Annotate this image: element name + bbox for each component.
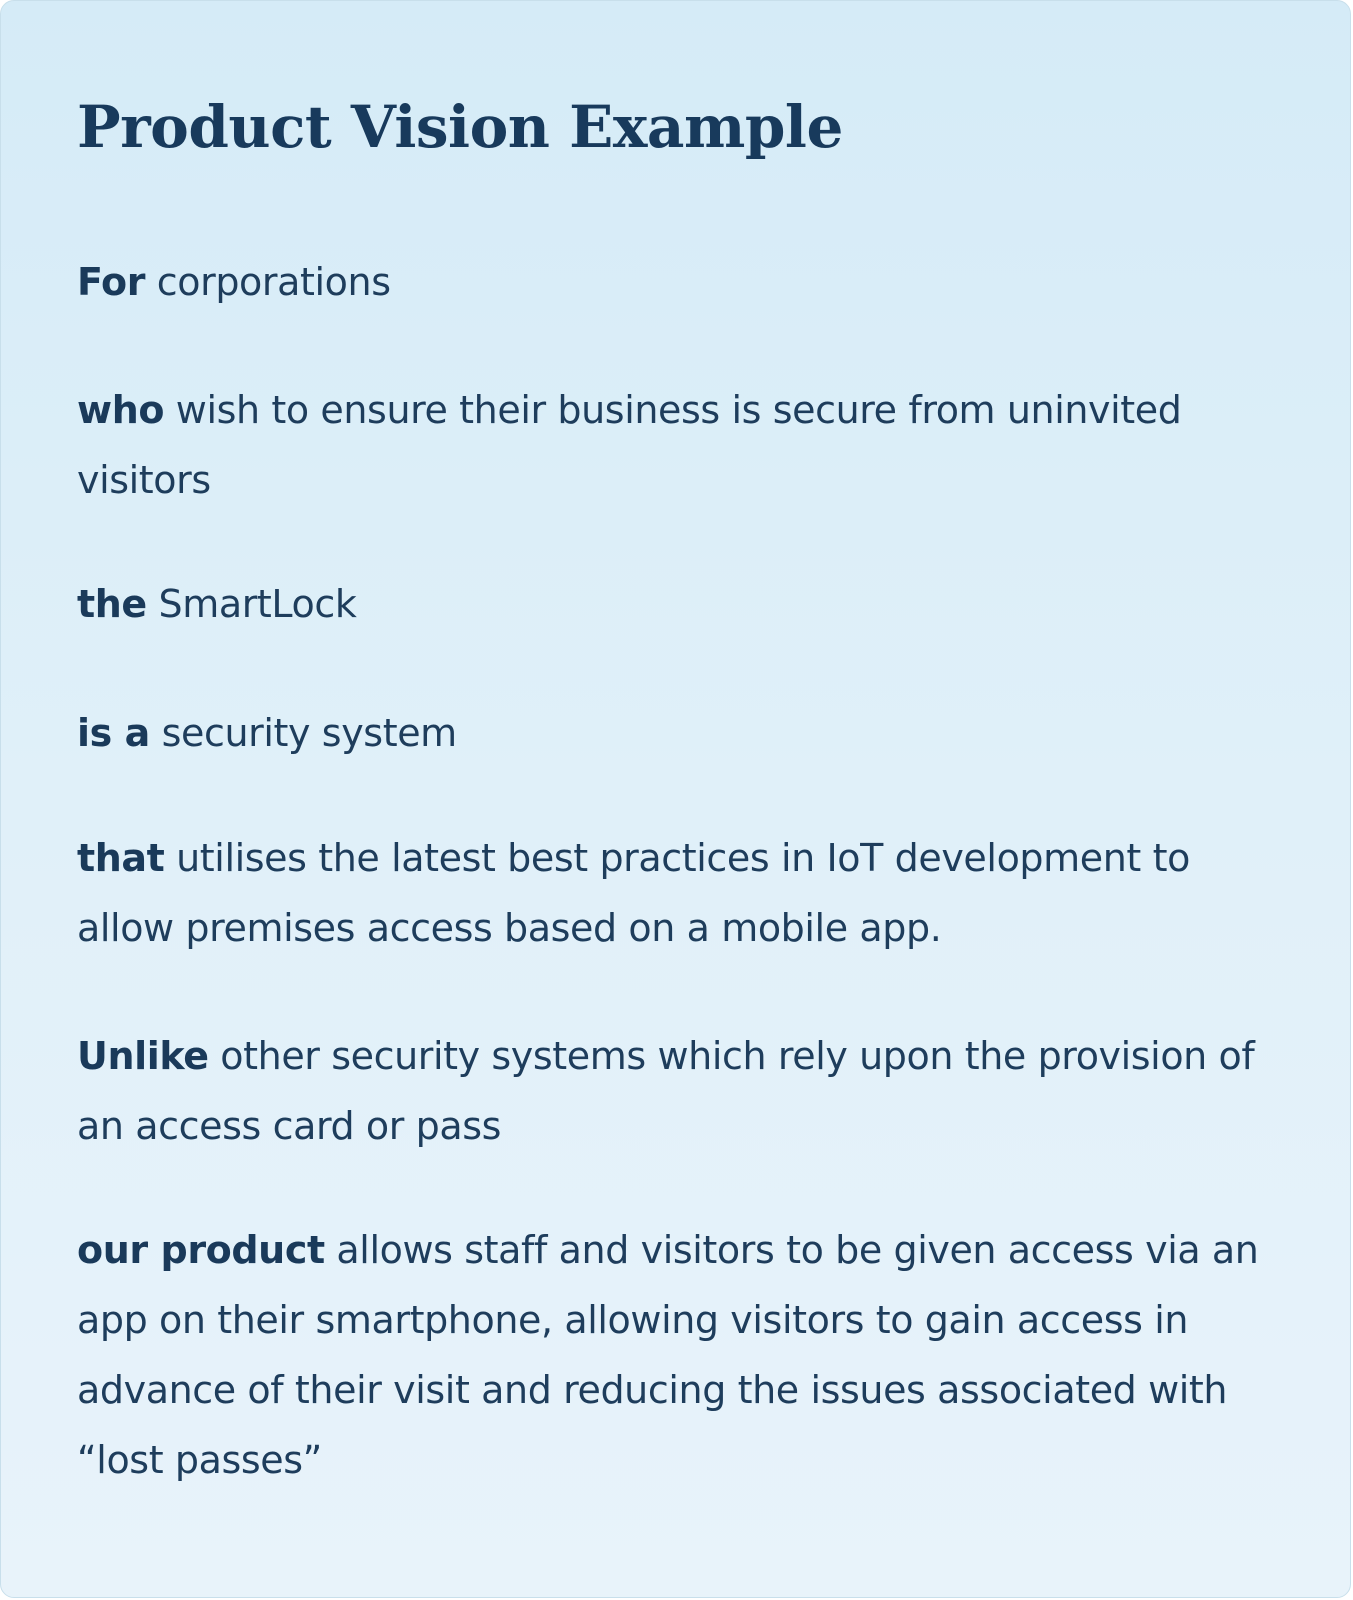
card-title: Product Vision Example — [77, 93, 843, 161]
statement-is-a — [77, 698, 1277, 768]
statement-keyword: the — [77, 582, 147, 626]
statement-our-product — [77, 1215, 1277, 1495]
statement-for — [77, 247, 1277, 317]
statement-text: other security systems which rely upon the provision of an access card or pass — [77, 1034, 1255, 1148]
statement-text: security system — [161, 711, 457, 755]
statement-the — [77, 569, 1277, 639]
statement-text: allows staff and visitors to be given access via an app on their smartphone, allowing visitors to gain access in advance of their visit and reducing the issues associated with “lost passes” — [77, 1228, 1259, 1482]
statement-who — [77, 375, 1277, 515]
statement-unlike — [77, 1021, 1277, 1161]
statement-text: SmartLock — [158, 582, 357, 626]
statement-keyword: For — [77, 260, 146, 304]
statement-keyword: Unlike — [77, 1034, 209, 1078]
statement-keyword: that — [77, 836, 165, 880]
statement-text: utilises the latest best practices in IoT development to allow premises access based on a mobile app. — [77, 836, 1190, 950]
statement-text: corporations — [156, 260, 391, 304]
statement-text: wish to ensure their business is secure from uninvited visitors — [77, 388, 1182, 502]
statement-keyword: our product — [77, 1228, 325, 1272]
statement-keyword: is a — [77, 711, 150, 755]
statement-keyword: who — [77, 388, 165, 432]
statement-that — [77, 823, 1277, 963]
